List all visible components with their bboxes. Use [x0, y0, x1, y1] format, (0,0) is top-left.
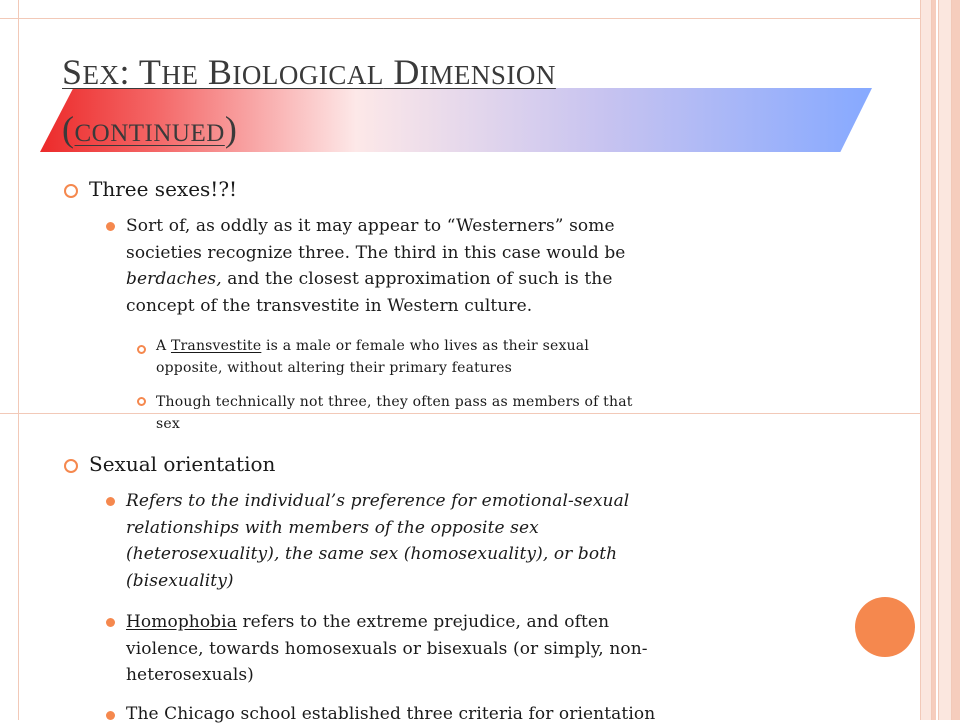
title-text: ): [224, 109, 238, 149]
frame-right-stripe: [932, 0, 936, 720]
berdaches-term: berdaches,: [126, 269, 222, 289]
text-span: is a male or female who lives as their sexual: [261, 338, 590, 354]
text-line: Sort of, as oddly as it may appear to “Westerners” some: [126, 216, 615, 236]
decorative-circle: [855, 597, 915, 657]
title-line-2: [62, 107, 882, 156]
frame-left-border: [0, 0, 19, 720]
title-text: : T: [119, 52, 162, 92]
title-text: IMENSION: [419, 60, 556, 90]
text-line: The Chicago school established three criteria for orientation: [126, 704, 656, 724]
title-text: CONTINUED: [74, 120, 225, 147]
section-heading-sexual-orientation: Sexual orientation: [89, 452, 276, 476]
title-text: IOLOGICAL: [232, 60, 384, 90]
title-text: B: [198, 52, 233, 92]
text-span: and the closest approximation of such is the: [221, 269, 613, 289]
level2-bullet-icon: [106, 222, 115, 231]
title-line-1: [62, 50, 882, 97]
section-heading-three-sexes: Three sexes!?!: [89, 177, 238, 201]
text-line: opposite, without altering their primary features: [156, 360, 512, 376]
text-line: societies recognize three. The third in this case would be: [126, 242, 626, 263]
homophobia-term: Homophobia: [126, 612, 237, 632]
frame-right-stripe: [938, 0, 952, 720]
text-line: [126, 266, 625, 293]
level1-bullet-icon: [64, 184, 78, 198]
text-line: relationships with members of the opposite sex: [126, 517, 539, 538]
level1-bullet-icon: [64, 459, 78, 473]
text-span: A: [156, 338, 171, 354]
pass-as-members-note: [156, 391, 633, 435]
homophobia-definition: [126, 609, 648, 689]
text-line: Though technically not three, they often pass as members of that: [156, 394, 633, 410]
text-line: (heterosexuality), the same sex (homosexuality), or both: [126, 544, 618, 564]
title-text: (: [62, 109, 75, 149]
text-line: [126, 609, 648, 636]
level2-bullet-icon: [106, 711, 115, 720]
title-text: HE: [161, 60, 199, 90]
title-text: S: [62, 52, 83, 92]
title-text: EX: [82, 60, 120, 90]
text-line: Refers to the individual’s preference for emotional-sexual: [126, 491, 630, 511]
frame-top-border: [0, 0, 930, 19]
level3-bullet-icon: [137, 397, 146, 406]
level2-bullet-icon: [106, 618, 115, 627]
text-line: violence, towards homosexuals or bisexuals (or simply, non-: [126, 638, 648, 659]
level2-bullet-icon: [106, 497, 115, 506]
text-line: sex: [156, 416, 180, 432]
text-line: (bisexuality): [126, 570, 234, 591]
text-line: heterosexuals): [126, 665, 254, 685]
transvestite-definition: [156, 335, 589, 379]
chicago-school-criteria: [126, 701, 655, 728]
frame-right-stripe: [920, 0, 932, 720]
transvestite-term: Transvestite: [170, 338, 262, 354]
text-line: [156, 335, 589, 357]
three-sexes-point: [126, 213, 625, 319]
text-span: refers to the extreme prejudice, and often: [236, 612, 610, 632]
orientation-definition: [126, 488, 629, 594]
text-line: concept of the transvestite in Western culture.: [126, 295, 533, 316]
title-text: D: [383, 52, 420, 92]
frame-right-stripe: [952, 0, 960, 720]
level3-bullet-icon: [137, 345, 146, 354]
slide-title: [62, 50, 882, 156]
